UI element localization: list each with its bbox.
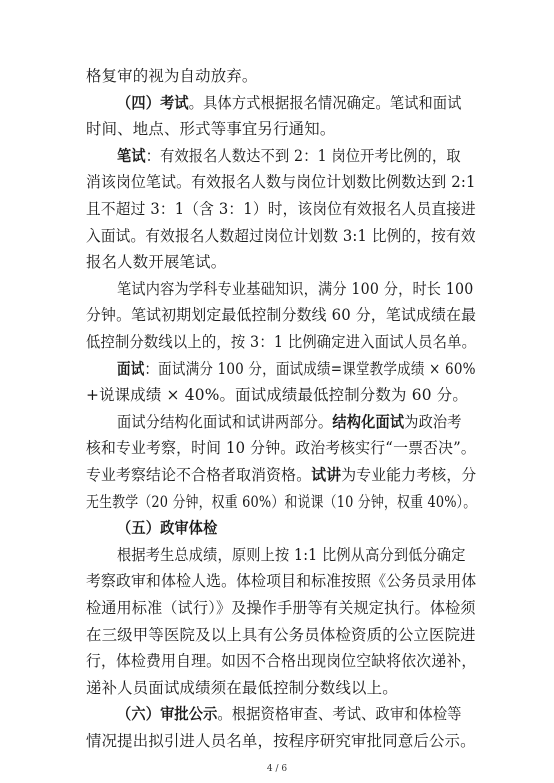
paragraph-text: 。根据资格审查、考试、政审和体检等: [217, 705, 462, 724]
bold-heading-text: 笔试: [117, 146, 146, 165]
paragraph-text: 专业考察结论不合格者取消资格。: [86, 466, 312, 484]
text-line: [86, 598, 476, 618]
text-line: [86, 731, 476, 751]
text-line: [117, 359, 476, 379]
paragraph-text: 递补人员面试成绩须在最低控制分数线以上。: [86, 678, 398, 697]
paragraph-text: ：面试满分 100 分，面试成绩=课堂教学成绩 × 60%: [144, 359, 476, 378]
paragraph-text: 消该岗位笔试。有效报名人数与岗位计划数比例数达到 2:1: [86, 173, 476, 192]
text-line: [117, 146, 476, 166]
text-line: [86, 438, 476, 458]
paragraph-text: 时间、地点、形式等事宜另行通知。: [86, 120, 336, 139]
text-line: [86, 625, 476, 645]
paragraph-text: 检通用标准（试行）》及操作手册等有关规定执行。体检须: [86, 599, 476, 617]
text-line: [86, 651, 477, 671]
text-line: [86, 66, 476, 86]
paragraph-text: 入面试。有效报名人数超过岗位计划数 3:1 比例的，按有效: [86, 226, 476, 245]
paragraph-text: 情况提出拟引进人员名单，按程序研究审批同意后公示。: [86, 732, 476, 750]
paragraph-text: 。具体方式根据报名情况确定。笔试和面试: [188, 93, 462, 112]
text-line: [117, 93, 476, 113]
text-line: [86, 678, 476, 698]
paragraph-text: 核和专业考察，时间 10 分钟。政治考核实行“一票否决”。: [86, 439, 476, 458]
bold-heading-text: （五）政审体检: [117, 519, 218, 538]
text-line: [86, 465, 477, 485]
paragraph-text: 格复审的视为自动放弃。: [86, 67, 258, 85]
text-line: [86, 226, 476, 246]
paragraph-text: 报名人数开展笔试。: [86, 253, 227, 272]
text-line: [117, 518, 476, 538]
text-line: [86, 172, 476, 192]
text-line: [86, 385, 476, 405]
bold-heading-text: （四）考试: [117, 93, 189, 112]
text-line: [86, 332, 477, 352]
text-line: [117, 279, 476, 299]
paragraph-text: 笔试内容为学科专业基础知识，满分 100 分，时长 100: [117, 279, 474, 298]
paragraph-text: 为政治考: [404, 412, 462, 431]
paragraph-text: 低控制分数线以上的，按 3：1 比例确定进入面试人员名单。: [86, 333, 477, 351]
paragraph-text: 为专业能力考核，分: [341, 466, 477, 484]
text-line: [86, 199, 476, 219]
page-number: 4 / 6: [266, 764, 288, 774]
text-line: [117, 545, 476, 565]
text-line: [86, 571, 477, 591]
text-line: [86, 305, 477, 325]
paragraph-text: 且不超过 3：1（含 3：1）时，该岗位有效报名人员直接进: [86, 200, 476, 218]
bold-heading-text: 面试: [117, 359, 145, 378]
bold-heading-text: （六）审批公示: [117, 705, 218, 724]
bold-heading-text: 结构化面试: [332, 412, 405, 431]
paragraph-text: +说课成绩 × 40%。面试成绩最低控制分数为 60 分。: [86, 386, 468, 405]
text-line: [117, 412, 476, 432]
paragraph-text: 行，体检费用自理。如因不合格出现岗位空缺将依次递补，: [86, 652, 477, 671]
paragraph-text: 无生教学（20 分钟，权重 60%）和说课（10 分钟，权重 40%）。: [86, 492, 477, 511]
paragraph-text: ：有效报名人数达不到 2：1 岗位开考比例的，取: [145, 146, 461, 165]
text-line: [86, 492, 477, 512]
text-line: [117, 704, 476, 724]
paragraph-text: 面试分结构化面试和试讲两部分。: [117, 412, 333, 431]
paragraph-text: 根据考生总成绩，原则上按 1:1 比例从高分到低分确定: [117, 545, 466, 564]
bold-heading-text: 试讲: [311, 466, 342, 484]
text-line: [86, 119, 476, 139]
paragraph-text: 分钟。笔试初期划定最低控制分数线 60 分，笔试成绩在最: [86, 306, 477, 325]
paragraph-text: 考察政审和体检人选。体检项目和标准按照《公务员录用体: [86, 572, 477, 591]
text-line: [86, 252, 476, 272]
paragraph-text: 在三级甲等医院及以上具有公务员体检资质的公立医院进: [86, 625, 476, 644]
